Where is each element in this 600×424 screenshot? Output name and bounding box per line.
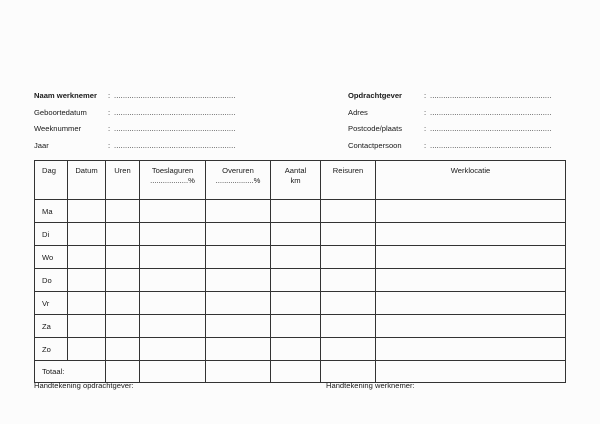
- cell-km[interactable]: [271, 338, 321, 361]
- cell-werklocatie[interactable]: [376, 269, 566, 292]
- field-label: Geboortedatum: [34, 107, 87, 117]
- cell-overuren[interactable]: [206, 338, 271, 361]
- cell-overuren[interactable]: [206, 269, 271, 292]
- field-label: Contactpersoon: [348, 140, 402, 150]
- cell-datum[interactable]: [68, 223, 106, 246]
- total-toeslaguren[interactable]: [140, 361, 206, 383]
- day-label: Vr: [35, 292, 68, 315]
- cell-werklocatie[interactable]: [376, 200, 566, 223]
- total-overuren[interactable]: [206, 361, 271, 383]
- field-separator: :: [424, 124, 427, 134]
- cell-km[interactable]: [271, 315, 321, 338]
- cell-uren[interactable]: [106, 223, 140, 246]
- fill-line: .......................................................: [430, 91, 552, 100]
- table-row: [35, 223, 566, 246]
- employee-details: [34, 88, 236, 154]
- cell-reisuren[interactable]: [321, 246, 376, 269]
- header-datum: Datum: [68, 161, 106, 200]
- header-km-label: km: [290, 176, 301, 185]
- field-separator: :: [424, 91, 427, 100]
- cell-toeslaguren[interactable]: [140, 223, 206, 246]
- cell-overuren[interactable]: [206, 292, 271, 315]
- cell-overuren[interactable]: [206, 200, 271, 223]
- field-separator: :: [108, 91, 111, 100]
- day-label: Di: [35, 223, 68, 246]
- cell-werklocatie[interactable]: [376, 223, 566, 246]
- header-overuren-percentage: ..................%: [215, 176, 261, 185]
- fill-line: .......................................................: [114, 124, 236, 134]
- field-separator: :: [424, 140, 427, 150]
- day-label: Zo: [35, 338, 68, 361]
- cell-werklocatie[interactable]: [376, 292, 566, 315]
- cell-reisuren[interactable]: [321, 292, 376, 315]
- table-row: [35, 269, 566, 292]
- field-contactpersoon[interactable]: [348, 138, 552, 155]
- cell-werklocatie[interactable]: [376, 246, 566, 269]
- field-weeknummer[interactable]: [34, 121, 236, 138]
- cell-km[interactable]: [271, 246, 321, 269]
- header-werklocatie: Werklocatie: [376, 161, 566, 200]
- field-label: Jaar: [34, 140, 49, 150]
- signature-client: Handtekening opdrachtgever:: [34, 381, 134, 390]
- cell-uren[interactable]: [106, 246, 140, 269]
- cell-toeslaguren[interactable]: [140, 292, 206, 315]
- cell-reisuren[interactable]: [321, 223, 376, 246]
- cell-overuren[interactable]: [206, 315, 271, 338]
- cell-toeslaguren[interactable]: [140, 246, 206, 269]
- total-werklocatie[interactable]: [376, 361, 566, 383]
- total-km[interactable]: [271, 361, 321, 383]
- day-label: Za: [35, 315, 68, 338]
- cell-uren[interactable]: [106, 338, 140, 361]
- field-geboortedatum[interactable]: [34, 105, 236, 122]
- total-label: Totaal:: [35, 361, 106, 383]
- total-uren[interactable]: [106, 361, 140, 383]
- cell-toeslaguren[interactable]: [140, 338, 206, 361]
- cell-uren[interactable]: [106, 292, 140, 315]
- cell-km[interactable]: [271, 269, 321, 292]
- field-separator: :: [108, 107, 111, 117]
- header-reisuren: Reisuren: [321, 161, 376, 200]
- field-naam-werknemer[interactable]: [34, 88, 236, 105]
- header-uren: Uren: [106, 161, 140, 200]
- fill-line: .......................................................: [114, 91, 236, 100]
- cell-reisuren[interactable]: [321, 338, 376, 361]
- cell-uren[interactable]: [106, 315, 140, 338]
- cell-werklocatie[interactable]: [376, 315, 566, 338]
- day-label: Wo: [35, 246, 68, 269]
- cell-datum[interactable]: [68, 338, 106, 361]
- total-row: [35, 361, 566, 383]
- cell-toeslaguren[interactable]: [140, 315, 206, 338]
- header-toeslaguren: [140, 161, 206, 200]
- header-dag: Dag: [35, 161, 68, 200]
- header-overuren: [206, 161, 271, 200]
- fill-line: .......................................................: [430, 140, 552, 150]
- field-label: Adres: [348, 107, 368, 117]
- client-details: [348, 88, 552, 154]
- cell-reisuren[interactable]: [321, 315, 376, 338]
- field-label: Opdrachtgever: [348, 91, 403, 100]
- field-label: Naam werknemer: [34, 91, 97, 100]
- field-label: Weeknummer: [34, 124, 82, 134]
- total-reisuren[interactable]: [321, 361, 376, 383]
- cell-overuren[interactable]: [206, 246, 271, 269]
- day-label: Ma: [35, 200, 68, 223]
- cell-toeslaguren[interactable]: [140, 200, 206, 223]
- field-separator: :: [424, 107, 427, 117]
- cell-km[interactable]: [271, 200, 321, 223]
- field-opdrachtgever[interactable]: [348, 88, 552, 105]
- table-row: [35, 338, 566, 361]
- header-toeslaguren-label: Toeslaguren: [151, 166, 194, 175]
- cell-datum[interactable]: [68, 269, 106, 292]
- cell-reisuren[interactable]: [321, 269, 376, 292]
- cell-km[interactable]: [271, 292, 321, 315]
- field-postcode-plaats[interactable]: [348, 121, 552, 138]
- header-aantal-km: [271, 161, 321, 200]
- cell-uren[interactable]: [106, 269, 140, 292]
- cell-datum[interactable]: [68, 292, 106, 315]
- signature-employee: Handtekening werknemer:: [326, 381, 415, 390]
- cell-werklocatie[interactable]: [376, 338, 566, 361]
- header-row: [35, 161, 566, 200]
- fill-line: .......................................................: [430, 124, 552, 134]
- hours-table: [34, 160, 566, 383]
- field-separator: :: [108, 140, 111, 150]
- cell-toeslaguren[interactable]: [140, 269, 206, 292]
- cell-uren[interactable]: [106, 200, 140, 223]
- cell-reisuren[interactable]: [321, 200, 376, 223]
- cell-datum[interactable]: [68, 315, 106, 338]
- cell-datum[interactable]: [68, 246, 106, 269]
- cell-datum[interactable]: [68, 200, 106, 223]
- day-label: Do: [35, 269, 68, 292]
- field-label: Postcode/plaats: [348, 124, 403, 134]
- field-jaar[interactable]: [34, 138, 236, 155]
- cell-km[interactable]: [271, 223, 321, 246]
- header-aantal-label: Aantal: [284, 166, 307, 175]
- table-row: [35, 246, 566, 269]
- field-adres[interactable]: [348, 105, 552, 122]
- header-overuren-label: Overuren: [222, 166, 254, 175]
- field-separator: :: [108, 124, 111, 134]
- fill-line: .......................................................: [114, 107, 236, 117]
- header-toeslaguren-percentage: ..................%: [150, 176, 195, 185]
- table-row: [35, 292, 566, 315]
- cell-overuren[interactable]: [206, 223, 271, 246]
- fill-line: .......................................................: [114, 140, 236, 150]
- fill-line: .......................................................: [430, 107, 552, 117]
- table-row: [35, 315, 566, 338]
- table-row: [35, 200, 566, 223]
